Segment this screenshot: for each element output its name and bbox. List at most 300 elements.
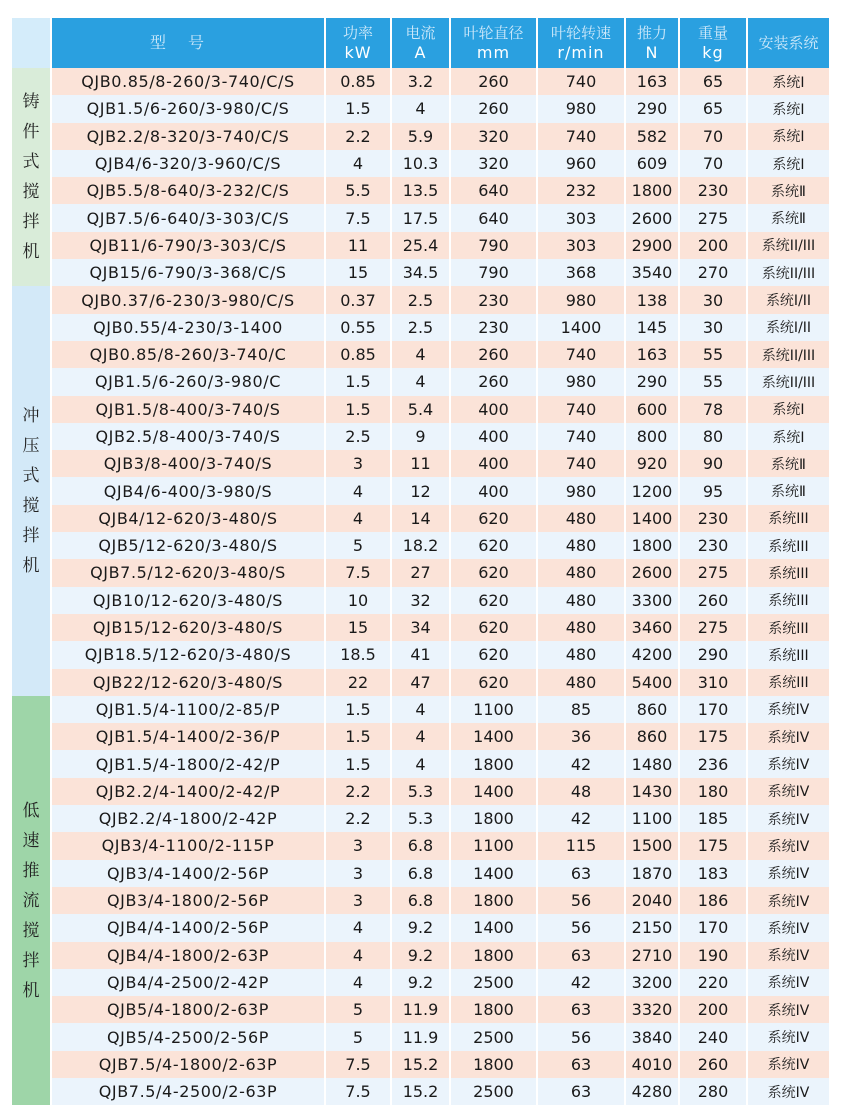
cell-current: 12 — [392, 477, 449, 504]
cell-model: QJB0.85/8-260/3-740/C — [52, 341, 324, 368]
cell-system: 系统IV — [748, 805, 829, 832]
cell-speed: 56 — [538, 1023, 624, 1050]
cell-power: 2.2 — [326, 123, 390, 150]
cell-speed: 42 — [538, 750, 624, 777]
cell-power: 2.5 — [326, 423, 390, 450]
table-row — [12, 805, 829, 832]
cell-thrust: 609 — [626, 150, 678, 177]
table-row — [12, 368, 829, 395]
cell-system: 系统Ⅱ — [748, 450, 829, 477]
cell-diameter: 640 — [451, 177, 536, 204]
header-thrust-unit: N — [645, 43, 659, 62]
cell-speed: 740 — [538, 396, 624, 423]
cell-model: QJB3/4-1400/2-56P — [52, 860, 324, 887]
cell-thrust: 2040 — [626, 887, 678, 914]
cell-diameter: 1800 — [451, 750, 536, 777]
cell-current: 4 — [392, 341, 449, 368]
header-power-title: 功率 — [342, 24, 373, 42]
cell-model: QJB5/4-1800/2-63P — [52, 996, 324, 1023]
table-row — [12, 778, 829, 805]
cell-system: 系统IV — [748, 942, 829, 969]
cell-speed: 63 — [538, 860, 624, 887]
cell-thrust: 3460 — [626, 614, 678, 641]
header-thrust — [626, 18, 678, 68]
cell-model: QJB7.5/6-640/3-303/C/S — [52, 204, 324, 231]
cell-speed: 740 — [538, 450, 624, 477]
cell-speed: 63 — [538, 1051, 624, 1078]
table-row — [12, 860, 829, 887]
cell-power: 5.5 — [326, 177, 390, 204]
cell-weight: 200 — [680, 232, 746, 259]
cell-diameter: 620 — [451, 614, 536, 641]
cell-current: 13.5 — [392, 177, 449, 204]
cell-system: 系统IV — [748, 914, 829, 941]
cell-weight: 230 — [680, 532, 746, 559]
cell-speed: 303 — [538, 232, 624, 259]
cell-speed: 56 — [538, 914, 624, 941]
cell-power: 22 — [326, 669, 390, 696]
cell-diameter: 400 — [451, 423, 536, 450]
cell-speed: 480 — [538, 559, 624, 586]
cell-current: 34.5 — [392, 259, 449, 286]
header-current — [392, 18, 449, 68]
cell-thrust: 5400 — [626, 669, 678, 696]
cell-thrust: 800 — [626, 423, 678, 450]
cell-power: 18.5 — [326, 641, 390, 668]
table-row — [12, 723, 829, 750]
cell-speed: 480 — [538, 505, 624, 532]
cell-speed: 303 — [538, 204, 624, 231]
cell-system: 系统III — [748, 559, 829, 586]
cell-diameter: 260 — [451, 341, 536, 368]
cell-current: 15.2 — [392, 1051, 449, 1078]
cell-model: QJB2.5/8-400/3-740/S — [52, 423, 324, 450]
header-weight-unit: kg — [702, 43, 724, 62]
cell-weight: 30 — [680, 286, 746, 313]
cell-model: QJB5.5/8-640/3-232/C/S — [52, 177, 324, 204]
cell-speed: 980 — [538, 477, 624, 504]
cell-thrust: 3200 — [626, 969, 678, 996]
cell-system: 系统Ⅱ — [748, 177, 829, 204]
cell-current: 11.9 — [392, 996, 449, 1023]
cell-weight: 240 — [680, 1023, 746, 1050]
cell-speed: 115 — [538, 832, 624, 859]
header-diameter-title: 叶轮直径 — [463, 24, 524, 42]
table-row — [12, 95, 829, 122]
cell-system: 系统IV — [748, 778, 829, 805]
cell-speed: 480 — [538, 532, 624, 559]
cell-diameter: 620 — [451, 669, 536, 696]
cell-speed: 480 — [538, 641, 624, 668]
cell-current: 6.8 — [392, 860, 449, 887]
group-label: 铸 件 式 搅 拌 机 — [12, 68, 50, 286]
cell-power: 4 — [326, 505, 390, 532]
cell-diameter: 620 — [451, 559, 536, 586]
cell-model: QJB10/12-620/3-480/S — [52, 587, 324, 614]
cell-system: 系统IV — [748, 1023, 829, 1050]
cell-weight: 260 — [680, 587, 746, 614]
cell-speed: 480 — [538, 669, 624, 696]
cell-model: QJB4/4-1400/2-56P — [52, 914, 324, 941]
cell-power: 1.5 — [326, 696, 390, 723]
cell-weight: 200 — [680, 996, 746, 1023]
cell-model: QJB5/12-620/3-480/S — [52, 532, 324, 559]
cell-speed: 56 — [538, 887, 624, 914]
table-row — [12, 286, 829, 313]
cell-model: QJB1.5/4-1100/2-85/P — [52, 696, 324, 723]
cell-system: 系统I/II — [748, 314, 829, 341]
cell-current: 14 — [392, 505, 449, 532]
cell-diameter: 1400 — [451, 860, 536, 887]
cell-current: 27 — [392, 559, 449, 586]
spec-table — [10, 18, 831, 1105]
header-power-unit: kW — [344, 43, 372, 62]
cell-current: 9.2 — [392, 969, 449, 996]
cell-weight: 55 — [680, 368, 746, 395]
cell-diameter: 260 — [451, 68, 536, 95]
table-row — [12, 996, 829, 1023]
cell-system: 系统I/II — [748, 286, 829, 313]
header-diameter — [451, 18, 536, 68]
cell-diameter: 400 — [451, 396, 536, 423]
cell-system: 系统III — [748, 641, 829, 668]
table-row — [12, 914, 829, 941]
cell-speed: 1400 — [538, 314, 624, 341]
cell-system: 系统III — [748, 532, 829, 559]
cell-power: 4 — [326, 914, 390, 941]
cell-speed: 48 — [538, 778, 624, 805]
cell-speed: 63 — [538, 942, 624, 969]
cell-power: 4 — [326, 942, 390, 969]
header-corner — [12, 18, 50, 68]
cell-system: 系统III — [748, 614, 829, 641]
cell-diameter: 1400 — [451, 778, 536, 805]
cell-power: 7.5 — [326, 1078, 390, 1105]
cell-thrust: 145 — [626, 314, 678, 341]
cell-speed: 980 — [538, 286, 624, 313]
cell-system: 系统IV — [748, 832, 829, 859]
header-current-title: 电流 — [405, 24, 436, 42]
table-row — [12, 314, 829, 341]
cell-thrust: 163 — [626, 341, 678, 368]
cell-speed: 42 — [538, 969, 624, 996]
cell-current: 17.5 — [392, 204, 449, 231]
cell-system: 系统Ⅱ — [748, 204, 829, 231]
cell-model: QJB15/6-790/3-368/C/S — [52, 259, 324, 286]
cell-power: 3 — [326, 860, 390, 887]
cell-current: 4 — [392, 368, 449, 395]
cell-thrust: 2900 — [626, 232, 678, 259]
header-speed — [538, 18, 624, 68]
table-row — [12, 969, 829, 996]
cell-power: 7.5 — [326, 559, 390, 586]
cell-speed: 36 — [538, 723, 624, 750]
cell-weight: 65 — [680, 95, 746, 122]
cell-model: QJB3/8-400/3-740/S — [52, 450, 324, 477]
cell-weight: 65 — [680, 68, 746, 95]
cell-thrust: 290 — [626, 95, 678, 122]
header-model: 型号 — [52, 18, 324, 68]
cell-current: 41 — [392, 641, 449, 668]
cell-thrust: 290 — [626, 368, 678, 395]
cell-diameter: 1100 — [451, 832, 536, 859]
cell-weight: 70 — [680, 123, 746, 150]
table-row — [12, 68, 829, 95]
cell-weight: 280 — [680, 1078, 746, 1105]
cell-diameter: 400 — [451, 477, 536, 504]
cell-diameter: 260 — [451, 95, 536, 122]
cell-weight: 290 — [680, 641, 746, 668]
cell-diameter: 620 — [451, 532, 536, 559]
cell-current: 4 — [392, 696, 449, 723]
cell-diameter: 790 — [451, 232, 536, 259]
header-speed-unit: r/min — [557, 43, 605, 62]
cell-current: 3.2 — [392, 68, 449, 95]
cell-current: 5.3 — [392, 805, 449, 832]
table-row — [12, 696, 829, 723]
cell-power: 1.5 — [326, 396, 390, 423]
cell-diameter: 260 — [451, 368, 536, 395]
table-row — [12, 1078, 829, 1105]
cell-thrust: 4010 — [626, 1051, 678, 1078]
cell-model: QJB1.5/4-1800/2-42/P — [52, 750, 324, 777]
table-row — [12, 477, 829, 504]
table-row — [12, 450, 829, 477]
cell-speed: 960 — [538, 150, 624, 177]
cell-model: QJB4/4-1800/2-63P — [52, 942, 324, 969]
cell-thrust: 1480 — [626, 750, 678, 777]
group-label: 冲 压 式 搅 拌 机 — [12, 286, 50, 695]
cell-thrust: 4200 — [626, 641, 678, 668]
table-row — [12, 587, 829, 614]
table-row — [12, 532, 829, 559]
cell-thrust: 2150 — [626, 914, 678, 941]
table-row — [12, 887, 829, 914]
cell-speed: 63 — [538, 996, 624, 1023]
cell-power: 5 — [326, 1023, 390, 1050]
table-body — [12, 68, 829, 1105]
cell-power: 5 — [326, 532, 390, 559]
cell-model: QJB0.85/8-260/3-740/C/S — [52, 68, 324, 95]
header-row — [12, 18, 829, 68]
cell-thrust: 2600 — [626, 559, 678, 586]
cell-diameter: 320 — [451, 150, 536, 177]
cell-current: 10.3 — [392, 150, 449, 177]
cell-current: 4 — [392, 95, 449, 122]
cell-weight: 175 — [680, 723, 746, 750]
cell-weight: 183 — [680, 860, 746, 887]
cell-power: 0.55 — [326, 314, 390, 341]
cell-current: 11 — [392, 450, 449, 477]
cell-current: 15.2 — [392, 1078, 449, 1105]
cell-thrust: 1800 — [626, 177, 678, 204]
cell-weight: 220 — [680, 969, 746, 996]
cell-diameter: 230 — [451, 286, 536, 313]
header-system: 安装系统 — [748, 18, 829, 68]
cell-system: 系统Ⅰ — [748, 150, 829, 177]
table-row — [12, 232, 829, 259]
cell-current: 34 — [392, 614, 449, 641]
cell-power: 2.2 — [326, 778, 390, 805]
cell-speed: 480 — [538, 614, 624, 641]
cell-diameter: 640 — [451, 204, 536, 231]
cell-model: QJB1.5/6-260/3-980/C/S — [52, 95, 324, 122]
cell-model: QJB4/6-400/3-980/S — [52, 477, 324, 504]
cell-power: 0.85 — [326, 68, 390, 95]
cell-model: QJB22/12-620/3-480/S — [52, 669, 324, 696]
cell-current: 2.5 — [392, 286, 449, 313]
table-row — [12, 750, 829, 777]
cell-current: 4 — [392, 750, 449, 777]
cell-thrust: 582 — [626, 123, 678, 150]
cell-power: 1.5 — [326, 723, 390, 750]
table-row — [12, 396, 829, 423]
cell-diameter: 1100 — [451, 696, 536, 723]
header-thrust-title: 推力 — [636, 24, 667, 42]
cell-weight: 30 — [680, 314, 746, 341]
cell-power: 1.5 — [326, 750, 390, 777]
cell-power: 4 — [326, 150, 390, 177]
cell-weight: 275 — [680, 559, 746, 586]
cell-diameter: 1800 — [451, 887, 536, 914]
cell-diameter: 1800 — [451, 1051, 536, 1078]
cell-thrust: 1500 — [626, 832, 678, 859]
cell-system: 系统IV — [748, 1051, 829, 1078]
cell-model: QJB1.5/4-1400/2-36/P — [52, 723, 324, 750]
cell-diameter: 2500 — [451, 1023, 536, 1050]
cell-diameter: 620 — [451, 587, 536, 614]
cell-weight: 270 — [680, 259, 746, 286]
table-row — [12, 150, 829, 177]
cell-weight: 90 — [680, 450, 746, 477]
cell-system: 系统III — [748, 669, 829, 696]
cell-thrust: 860 — [626, 696, 678, 723]
table-row — [12, 1023, 829, 1050]
cell-diameter: 320 — [451, 123, 536, 150]
cell-thrust: 1100 — [626, 805, 678, 832]
table-row — [12, 341, 829, 368]
cell-current: 5.3 — [392, 778, 449, 805]
cell-current: 6.8 — [392, 887, 449, 914]
cell-speed: 63 — [538, 1078, 624, 1105]
cell-weight: 180 — [680, 778, 746, 805]
cell-diameter: 2500 — [451, 1078, 536, 1105]
cell-power: 10 — [326, 587, 390, 614]
cell-system: 系统IV — [748, 969, 829, 996]
cell-system: 系统Ⅱ — [748, 477, 829, 504]
cell-model: QJB11/6-790/3-303/C/S — [52, 232, 324, 259]
cell-current: 11.9 — [392, 1023, 449, 1050]
cell-model: QJB7.5/4-2500/2-63P — [52, 1078, 324, 1105]
cell-power: 11 — [326, 232, 390, 259]
group-label: 低 速 推 流 搅 拌 机 — [12, 696, 50, 1105]
cell-model: QJB15/12-620/3-480/S — [52, 614, 324, 641]
cell-diameter: 1800 — [451, 805, 536, 832]
cell-model: QJB7.5/4-1800/2-63P — [52, 1051, 324, 1078]
cell-model: QJB4/12-620/3-480/S — [52, 505, 324, 532]
cell-power: 2.2 — [326, 805, 390, 832]
cell-thrust: 860 — [626, 723, 678, 750]
cell-thrust: 1870 — [626, 860, 678, 887]
cell-weight: 170 — [680, 914, 746, 941]
table-row — [12, 204, 829, 231]
cell-weight: 80 — [680, 423, 746, 450]
cell-current: 5.9 — [392, 123, 449, 150]
cell-power: 3 — [326, 887, 390, 914]
cell-thrust: 3840 — [626, 1023, 678, 1050]
cell-system: 系统II/III — [748, 259, 829, 286]
cell-system: 系统IV — [748, 750, 829, 777]
cell-system: 系统Ⅰ — [748, 423, 829, 450]
cell-current: 18.2 — [392, 532, 449, 559]
cell-thrust: 1430 — [626, 778, 678, 805]
cell-speed: 85 — [538, 696, 624, 723]
cell-power: 15 — [326, 259, 390, 286]
cell-thrust: 600 — [626, 396, 678, 423]
cell-thrust: 4280 — [626, 1078, 678, 1105]
cell-power: 1.5 — [326, 95, 390, 122]
cell-current: 25.4 — [392, 232, 449, 259]
cell-weight: 310 — [680, 669, 746, 696]
header-power — [326, 18, 390, 68]
cell-speed: 232 — [538, 177, 624, 204]
cell-thrust: 163 — [626, 68, 678, 95]
header-speed-title: 叶轮转速 — [550, 24, 611, 42]
cell-current: 32 — [392, 587, 449, 614]
cell-speed: 368 — [538, 259, 624, 286]
cell-current: 4 — [392, 723, 449, 750]
table-row — [12, 559, 829, 586]
cell-model: QJB3/4-1800/2-56P — [52, 887, 324, 914]
cell-weight: 260 — [680, 1051, 746, 1078]
cell-speed: 980 — [538, 368, 624, 395]
cell-system: 系统IV — [748, 860, 829, 887]
cell-weight: 236 — [680, 750, 746, 777]
header-weight — [680, 18, 746, 68]
cell-speed: 980 — [538, 95, 624, 122]
cell-current: 6.8 — [392, 832, 449, 859]
header-weight-title: 重量 — [697, 24, 728, 42]
cell-power: 7.5 — [326, 204, 390, 231]
table-row — [12, 641, 829, 668]
cell-model: QJB18.5/12-620/3-480/S — [52, 641, 324, 668]
table-row — [12, 505, 829, 532]
cell-diameter: 1800 — [451, 996, 536, 1023]
cell-current: 9 — [392, 423, 449, 450]
table-row — [12, 669, 829, 696]
cell-thrust: 1400 — [626, 505, 678, 532]
cell-current: 2.5 — [392, 314, 449, 341]
cell-system: 系统II/III — [748, 232, 829, 259]
header-diameter-unit: mm — [476, 43, 511, 62]
cell-weight: 275 — [680, 614, 746, 641]
table-row — [12, 832, 829, 859]
cell-thrust: 138 — [626, 286, 678, 313]
cell-power: 5 — [326, 996, 390, 1023]
cell-weight: 186 — [680, 887, 746, 914]
cell-thrust: 3540 — [626, 259, 678, 286]
cell-model: QJB2.2/4-1400/2-42/P — [52, 778, 324, 805]
cell-system: 系统Ⅰ — [748, 396, 829, 423]
cell-weight: 190 — [680, 942, 746, 969]
cell-weight: 230 — [680, 177, 746, 204]
cell-system: 系统IV — [748, 1078, 829, 1105]
cell-system: 系统II/III — [748, 341, 829, 368]
cell-model: QJB5/4-2500/2-56P — [52, 1023, 324, 1050]
cell-weight: 95 — [680, 477, 746, 504]
cell-diameter: 400 — [451, 450, 536, 477]
table-row — [12, 259, 829, 286]
